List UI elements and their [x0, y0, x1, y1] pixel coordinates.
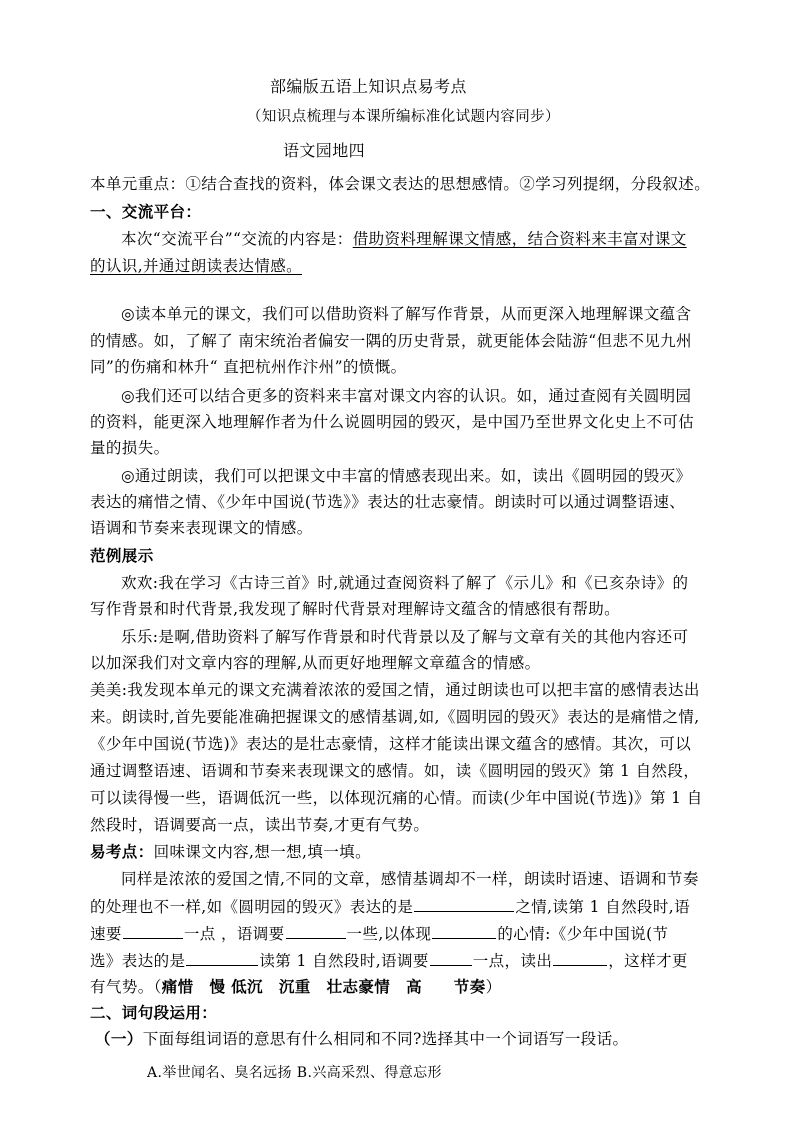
exercise-line — [90, 977, 501, 997]
fill-blank[interactable] — [432, 923, 496, 939]
exercise-line — [90, 923, 668, 944]
paragraph-line: 来。朗读时,首先要能准确把握课文的感情基调,如,《圆明园的毁灭》表达的是痛惜之情, — [90, 708, 700, 726]
paragraph-line: 美美:我发现本单元的课文充满着浓浓的爱国之情，通过朗读也可以把丰富的感情表达出 — [90, 681, 700, 699]
page-subtitle: （知识点梳理与本课所编标准化试题内容同步） — [247, 109, 560, 125]
fill-blank[interactable] — [553, 950, 607, 966]
paragraph-line: 乐乐:是啊,借助资料了解写作背景和时代背景以及了解与文章有关的其他内容还可 — [121, 628, 689, 646]
underlined-text: 的认识,并通过朗读表达情感。 — [90, 257, 303, 275]
paragraph-line: 以加深我们对文章内容的理解,从而更好地理解文章蕴含的情感。 — [90, 654, 541, 672]
page-title: 部编版五语上知识点易考点 — [270, 77, 467, 96]
heading-examples: 范例展示 — [90, 546, 154, 565]
exercise-text: 速要 — [90, 925, 122, 943]
paragraph-line: 然段时，语调要高一点，读出节奏,才更有气势。 — [90, 816, 430, 834]
answer-words: 痛惜 慢 低沉 沉重 壮志豪情 高 节奏 — [161, 977, 486, 996]
paragraph-line: 表达的痛惜之情、《少年中国说(节选》》表达的壮志豪情。朗读时可以通过调整语速、 — [90, 493, 686, 511]
key-points-instruction: 回味课文内容,想一想,填一填。 — [153, 843, 371, 861]
exercise-text: 选》表达的是 — [90, 952, 186, 970]
question-number: （一） — [95, 1029, 143, 1048]
exercise-line — [90, 896, 690, 917]
paragraph-line: 可以读得慢一些，语调低沉一些，以体现沉痛的心情。而读(少年中国说(节选)》第 1 自 — [90, 789, 703, 807]
exercise-text: 的处理也不一样,如《圆明园的毁灭》表达的是 — [90, 898, 414, 916]
paragraph-line: 同”的伤痛和林升“ 直把杭州作汴州”的愤慨。 — [90, 358, 407, 376]
paragraph-line: ◎读本单元的课文，我们可以借助资料了解写作背景，从而更深入地理解课文蕴含 — [121, 305, 692, 323]
paragraph-line: 语调和节奏来表现课文的情感。 — [90, 519, 313, 537]
paragraph-line — [121, 229, 687, 249]
heading-word-usage: 二、词句段运用： — [90, 1003, 218, 1022]
fill-blank[interactable] — [430, 950, 472, 966]
paragraph-line: 的情感。如，了解了 南宋统治者偏安一隅的历史背景，就更能体会陆游“但悲不见九州 — [90, 332, 692, 350]
key-points-label: 易考点： — [90, 842, 154, 861]
exercise-text: 的心情:《少年中国说(节 — [497, 925, 669, 943]
paragraph-line: 的资料，能更深入地理解作者为什么说圆明园的毁灭，是中国乃至世界文化史上不可估 — [90, 413, 695, 431]
exercise-text: ，这样才更 — [608, 952, 688, 970]
word-options: A.举世闻名、臭名远扬 B.兴高采烈、得意忘形 — [147, 1065, 442, 1081]
exercise-text: ） — [485, 978, 502, 996]
exercise-text: 之情,读第 1 自然段时,语 — [515, 898, 691, 916]
paragraph-line: 《少年中国说(节选)》表达的是壮志豪情，这样才能读出课文蕴含的感情。其次，可以 — [90, 735, 692, 753]
paragraph-line: 量的损失。 — [90, 439, 170, 457]
unit-focus: 本单元重点：①结合查找的资料，体会课文表达的思想感情。②学习列提纲，分段叙述。 — [90, 175, 711, 193]
paragraph-line: ◎通过朗读，我们可以把课文中丰富的情感表现出来。如，读出《圆明园的毁灭》 — [121, 467, 692, 485]
exercise-text: 一点 ，语调要 — [183, 925, 285, 943]
exercise-line: 同样是浓浓的爱国之情,不同的文章，感情基调却不一样，朗读时语速、语调和节奏 — [121, 870, 699, 888]
fill-blank[interactable] — [286, 923, 346, 939]
heading-key-points — [90, 842, 371, 862]
exercise-text: 有气势。（ — [90, 978, 162, 996]
exercise-text: 一些,以体现 — [346, 925, 432, 943]
section-title: 语文园地四 — [283, 141, 366, 160]
paragraph-line: 写作背景和时代背景,我发现了解时代背景对理解诗文蕴含的情感很有帮助。 — [90, 600, 621, 618]
exercise-line — [90, 950, 688, 971]
fill-blank[interactable] — [186, 950, 258, 966]
paragraph-text: 本次“交流平台”“交流的内容是： — [121, 230, 353, 248]
paragraph-line: 通过调整语速、语调和节奏来表现课文的感情。如，读《圆明园的毁灭》第 1 自然段， — [90, 762, 700, 780]
underlined-text: 借助资料理解课文情感，结合资料来丰富对课文 — [352, 230, 687, 248]
exercise-text: 一点，读出 — [472, 952, 553, 970]
question-heading — [95, 1029, 628, 1049]
fill-blank[interactable] — [123, 923, 183, 939]
question-text: 下面每组词语的意思有什么相同和不同?选择其中一个词语写一段话。 — [142, 1030, 629, 1048]
fill-blank[interactable] — [414, 896, 514, 912]
heading-exchange-platform: 一、交流平台： — [90, 202, 202, 221]
paragraph-line: ◎我们还可以结合更多的资料来丰富对课文内容的认识。如，通过查阅有关圆明园 — [121, 387, 692, 405]
paragraph-line: 欢欢:我在学习《古诗三首》时,就通过查阅资料了解了《示儿》和《已亥杂诗》的 — [121, 574, 689, 592]
exercise-text: 读第 1 自然段时,语调要 — [259, 952, 429, 970]
